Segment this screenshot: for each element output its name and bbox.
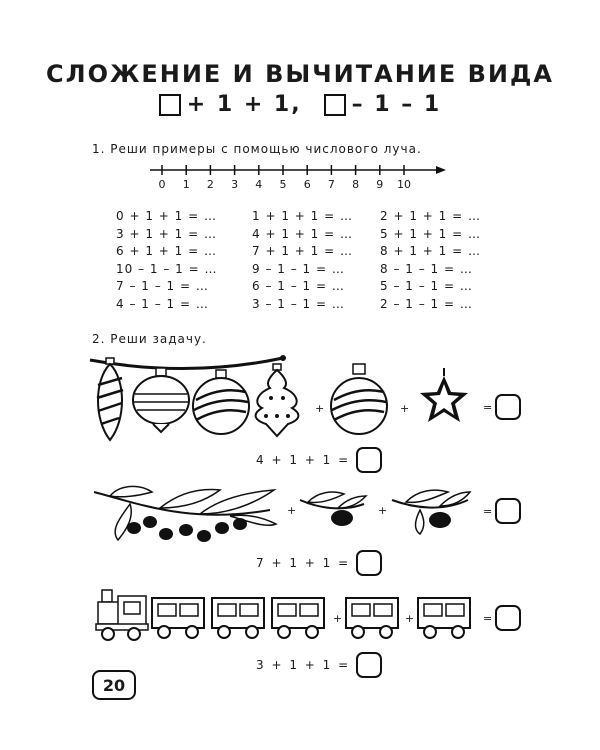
train-wagon-icon: [212, 598, 264, 638]
task2-heading: 2. Реши задачу.: [92, 332, 207, 346]
number-line-label: 9: [376, 178, 384, 191]
subtitle-plus-part: + 1 + 1,: [186, 92, 302, 117]
equation-column-1: [116, 208, 217, 313]
equation: 6 + 1 + 1 = …: [116, 244, 217, 258]
equation: 0 + 1 + 1 = …: [116, 209, 217, 223]
plus-sign: +: [378, 504, 388, 517]
expression-text: 7 + 1 + 1 =: [256, 556, 351, 570]
equation: 4 + 1 + 1 = …: [252, 226, 353, 241]
train-wagon-icon: [344, 596, 400, 644]
plus-sign: +: [287, 504, 297, 517]
olive-branch-icon: [390, 488, 472, 538]
plus-sign: +: [405, 612, 415, 625]
christmas-ornament-icon: [97, 358, 123, 440]
equation-column-3: [380, 208, 481, 313]
row3-expression: [256, 652, 382, 678]
equation: 4 – 1 – 1 = …: [116, 296, 209, 311]
equation: 7 – 1 – 1 = …: [116, 279, 209, 293]
christmas-ornament-icon: [133, 368, 189, 432]
olive-branch-icon: [298, 490, 368, 530]
page-number: 20: [92, 670, 136, 700]
train-wagon-icon: [152, 598, 204, 638]
page-subtitle: [0, 92, 600, 117]
equals-sign: =: [483, 612, 493, 625]
number-line-label: 1: [182, 178, 190, 191]
answer-box[interactable]: [495, 394, 521, 420]
answer-box[interactable]: [495, 498, 521, 524]
plus-sign: +: [333, 612, 343, 625]
equation: 5 + 1 + 1 = …: [380, 226, 481, 241]
equation: 3 + 1 + 1 = …: [116, 226, 217, 241]
blank-square-icon: [324, 94, 346, 116]
plus-sign: +: [400, 402, 410, 415]
equation: 8 – 1 – 1 = …: [380, 261, 473, 276]
christmas-ornament-icon: [256, 364, 299, 436]
equation: 1 + 1 + 1 = …: [252, 209, 353, 223]
toy-train-icon: [92, 588, 332, 644]
train-wagon-icon: [272, 598, 324, 638]
number-line-label: 4: [255, 178, 263, 191]
row2-expression: [256, 550, 382, 576]
number-line-label: 5: [279, 178, 287, 191]
equation: 9 – 1 – 1 = …: [252, 261, 345, 276]
equation: 5 – 1 – 1 = …: [380, 279, 473, 293]
answer-box[interactable]: [495, 605, 521, 631]
christmas-ornament-icon: [193, 370, 249, 434]
christmas-ornament-icon: [330, 362, 390, 442]
answer-box[interactable]: [356, 652, 382, 678]
equation: 3 – 1 – 1 = …: [252, 296, 345, 311]
equation: 2 + 1 + 1 = …: [380, 209, 481, 223]
number-line-label: 0: [158, 178, 166, 191]
equals-sign: =: [483, 505, 493, 518]
number-line-label: 8: [352, 178, 360, 191]
expression-text: 4 + 1 + 1 =: [256, 453, 351, 467]
equation: 6 – 1 – 1 = …: [252, 279, 345, 293]
number-line-label: 7: [327, 178, 335, 191]
olive-branch-icon: [90, 484, 280, 552]
train-wagon-icon: [416, 596, 472, 644]
equation: 10 – 1 – 1 = …: [116, 261, 218, 276]
task1-heading: 1. Реши примеры с помощью числового луча.: [92, 142, 422, 156]
blank-square-icon: [159, 94, 181, 116]
page-title: СЛОЖЕНИЕ И ВЫЧИТАНИЕ ВИДА: [46, 60, 554, 88]
equals-sign: =: [483, 401, 493, 414]
row1-expression: [256, 447, 382, 473]
equation: 8 + 1 + 1 = …: [380, 244, 481, 258]
ornament-garland: [88, 350, 298, 445]
equation: 7 + 1 + 1 = …: [252, 244, 353, 258]
equation-column-2: [252, 208, 353, 313]
answer-box[interactable]: [356, 550, 382, 576]
number-line-label: 6: [303, 178, 311, 191]
plus-sign: +: [315, 402, 325, 415]
number-line-label: 10: [397, 178, 411, 191]
expression-text: 3 + 1 + 1 =: [256, 658, 351, 672]
star-ornament-icon: [416, 366, 472, 430]
subtitle-minus-part: – 1 – 1: [351, 92, 442, 117]
answer-box[interactable]: [356, 447, 382, 473]
number-line-label: 2: [206, 178, 214, 191]
number-line-label: 3: [231, 178, 239, 191]
equation: 2 – 1 – 1 = …: [380, 296, 473, 311]
